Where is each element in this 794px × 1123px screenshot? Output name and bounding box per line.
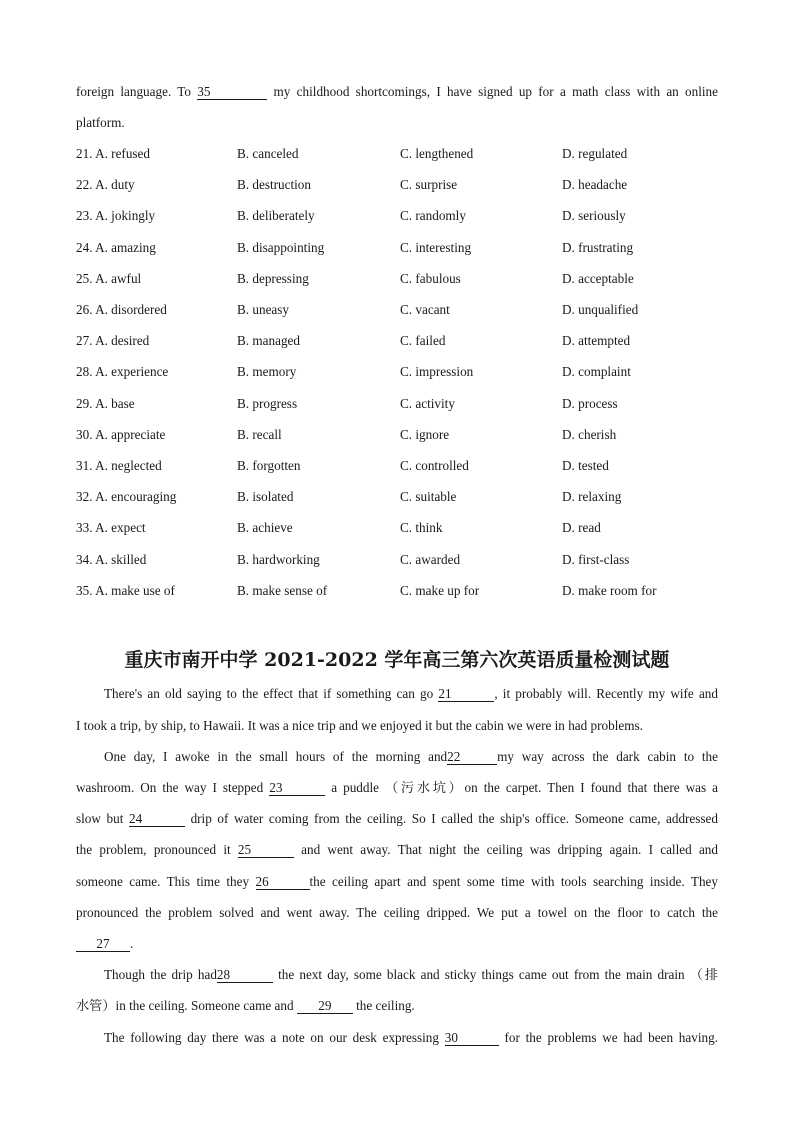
blank-30: 30 [445, 1031, 499, 1046]
option-b: B. recall [237, 427, 282, 442]
option-text: A. neglected [95, 458, 162, 473]
option-a [76, 177, 135, 193]
option-row [76, 583, 718, 599]
option-a [76, 333, 149, 349]
question-number: 21. [76, 146, 93, 161]
option-row [76, 520, 718, 536]
option-text: A. experience [95, 364, 169, 379]
option-c: C. controlled [400, 458, 469, 473]
option-d: D. attempted [562, 333, 631, 348]
question-number: 30. [76, 427, 93, 442]
option-b: B. make sense of [237, 583, 328, 598]
option-d: D. seriously [562, 208, 626, 223]
option-text: A. encouraging [95, 489, 177, 504]
option-b: B. deliberately [237, 208, 315, 223]
blank-35: 35 [197, 85, 267, 100]
option-d: D. regulated [562, 146, 628, 161]
option-a [76, 396, 135, 412]
prev-passage-line-1: foreign language. To 35 my childhood shortcomings, I have signed up for a math class with an online [76, 84, 718, 99]
passage-line: There's an old saying to the effect that if something can go 21 , it probably will. Recently my wife and [104, 686, 718, 701]
option-d: D. read [562, 520, 601, 535]
option-text: A. duty [95, 177, 135, 192]
option-d: D. make room for [562, 583, 657, 598]
option-d: D. headache [562, 177, 628, 192]
blank-27: 27 [76, 937, 130, 952]
option-text: A. desired [95, 333, 150, 348]
blank-28: 28 [217, 968, 273, 983]
option-text: A. awful [95, 271, 142, 286]
option-a [76, 146, 150, 162]
option-text: A. expect [95, 520, 146, 535]
option-b: B. canceled [237, 146, 299, 161]
option-row [76, 552, 718, 568]
passage-line: 水管）in the ceiling. Someone came and 29 the ceiling. [76, 998, 415, 1013]
question-number: 28. [76, 364, 93, 379]
passage-line: slow but 24 drip of water coming from the ceiling. So I called the ship's office. Someone came, addressed [76, 811, 718, 826]
option-row [76, 240, 718, 256]
option-b: B. depressing [237, 271, 309, 286]
option-a [76, 302, 167, 318]
option-c: C. lengthened [400, 146, 474, 161]
question-number: 29. [76, 396, 93, 411]
option-row [76, 146, 718, 162]
option-row [76, 271, 718, 287]
option-text: A. make use of [95, 583, 175, 598]
option-row [76, 333, 718, 349]
option-row [76, 364, 718, 380]
option-text: A. disordered [95, 302, 167, 317]
option-d: D. tested [562, 458, 609, 473]
option-d: D. frustrating [562, 240, 634, 255]
option-row [76, 427, 718, 443]
option-a [76, 364, 168, 380]
blank-23: 23 [269, 781, 325, 796]
option-c: C. vacant [400, 302, 450, 317]
option-c: C. surprise [400, 177, 458, 192]
question-number: 26. [76, 302, 93, 317]
question-number: 27. [76, 333, 93, 348]
passage-line: someone came. This time they 26 the ceiling apart and spent some time with tools searching inside. They [76, 874, 718, 889]
blank-22: 22 [447, 750, 497, 765]
option-b: B. hardworking [237, 552, 320, 567]
page-title: 重庆市南开中学 2021-2022 学年高三第六次英语质量检测试题 [124, 649, 670, 671]
option-d: D. unqualified [562, 302, 639, 317]
option-row [76, 177, 718, 193]
option-c: C. randomly [400, 208, 466, 223]
question-number: 23. [76, 208, 93, 223]
option-d: D. first-class [562, 552, 630, 567]
option-a [76, 583, 175, 599]
passage-line: I took a trip, by ship, to Hawaii. It was a nice trip and we enjoyed it but the cabin we were in had problems. [76, 718, 643, 733]
option-b: B. managed [237, 333, 300, 348]
option-c: C. fabulous [400, 271, 461, 286]
option-a [76, 208, 155, 224]
passage-line: pronounced the problem solved and went away. The ceiling dripped. We put a towel on the floor to catch the [76, 905, 718, 920]
option-d: D. acceptable [562, 271, 634, 286]
option-text: A. amazing [95, 240, 156, 255]
option-row [76, 208, 718, 224]
option-a [76, 489, 176, 505]
option-c: C. awarded [400, 552, 461, 567]
option-row [76, 302, 718, 318]
option-text: A. refused [95, 146, 150, 161]
option-a [76, 552, 146, 568]
option-d: D. cherish [562, 427, 617, 442]
passage-line: the problem, pronounced it 25 and went away. That night the ceiling was dripping again. I called and [76, 842, 718, 857]
option-c: C. activity [400, 396, 455, 411]
question-number: 22. [76, 177, 93, 192]
option-d: D. complaint [562, 364, 631, 379]
passage-line: 27 . [76, 936, 718, 952]
option-b: B. destruction [237, 177, 311, 192]
option-c: C. think [400, 520, 443, 535]
option-c: C. interesting [400, 240, 472, 255]
passage-line: The following day there was a note on our desk expressing 30 for the problems we had been having. [104, 1030, 718, 1045]
option-a [76, 271, 141, 287]
blank-24: 24 [129, 812, 185, 827]
option-d: D. process [562, 396, 618, 411]
prev-passage-line-2: platform. [76, 115, 125, 130]
option-a [76, 240, 156, 256]
option-a [76, 458, 162, 474]
option-c: C. make up for [400, 583, 480, 598]
option-row [76, 489, 718, 505]
option-row [76, 396, 718, 412]
option-a [76, 427, 165, 443]
question-number: 25. [76, 271, 93, 286]
option-text: A. skilled [95, 552, 147, 567]
blank-26: 26 [256, 875, 310, 890]
question-number: 31. [76, 458, 93, 473]
option-text: A. appreciate [95, 427, 166, 442]
option-a [76, 520, 146, 536]
question-number: 34. [76, 552, 93, 567]
question-number: 35. [76, 583, 93, 598]
option-c: C. failed [400, 333, 446, 348]
question-number: 32. [76, 489, 93, 504]
blank-21: 21 [438, 687, 494, 702]
option-b: B. progress [237, 396, 298, 411]
option-row [76, 458, 718, 474]
option-b: B. isolated [237, 489, 294, 504]
option-b: B. memory [237, 364, 297, 379]
passage-line: washroom. On the way I stepped 23 a puddle （污水坑）on the carpet. Then I found that there was a [76, 780, 718, 795]
option-text: A. base [95, 396, 135, 411]
passage-line: Though the drip had28 the next day, some black and sticky things came out from the main drain （排 [104, 967, 718, 982]
blank-29: 29 [297, 999, 353, 1014]
question-number: 33. [76, 520, 93, 535]
option-c: C. suitable [400, 489, 457, 504]
question-number: 24. [76, 240, 93, 255]
option-b: B. disappointing [237, 240, 325, 255]
option-c: C. ignore [400, 427, 450, 442]
option-b: B. achieve [237, 520, 293, 535]
blank-25: 25 [238, 843, 294, 858]
option-b: B. uneasy [237, 302, 290, 317]
passage-line: One day, I awoke in the small hours of the morning and22 my way across the dark cabin to the [104, 749, 718, 764]
option-d: D. relaxing [562, 489, 622, 504]
option-b: B. forgotten [237, 458, 301, 473]
option-text: A. jokingly [95, 208, 156, 223]
option-c: C. impression [400, 364, 474, 379]
